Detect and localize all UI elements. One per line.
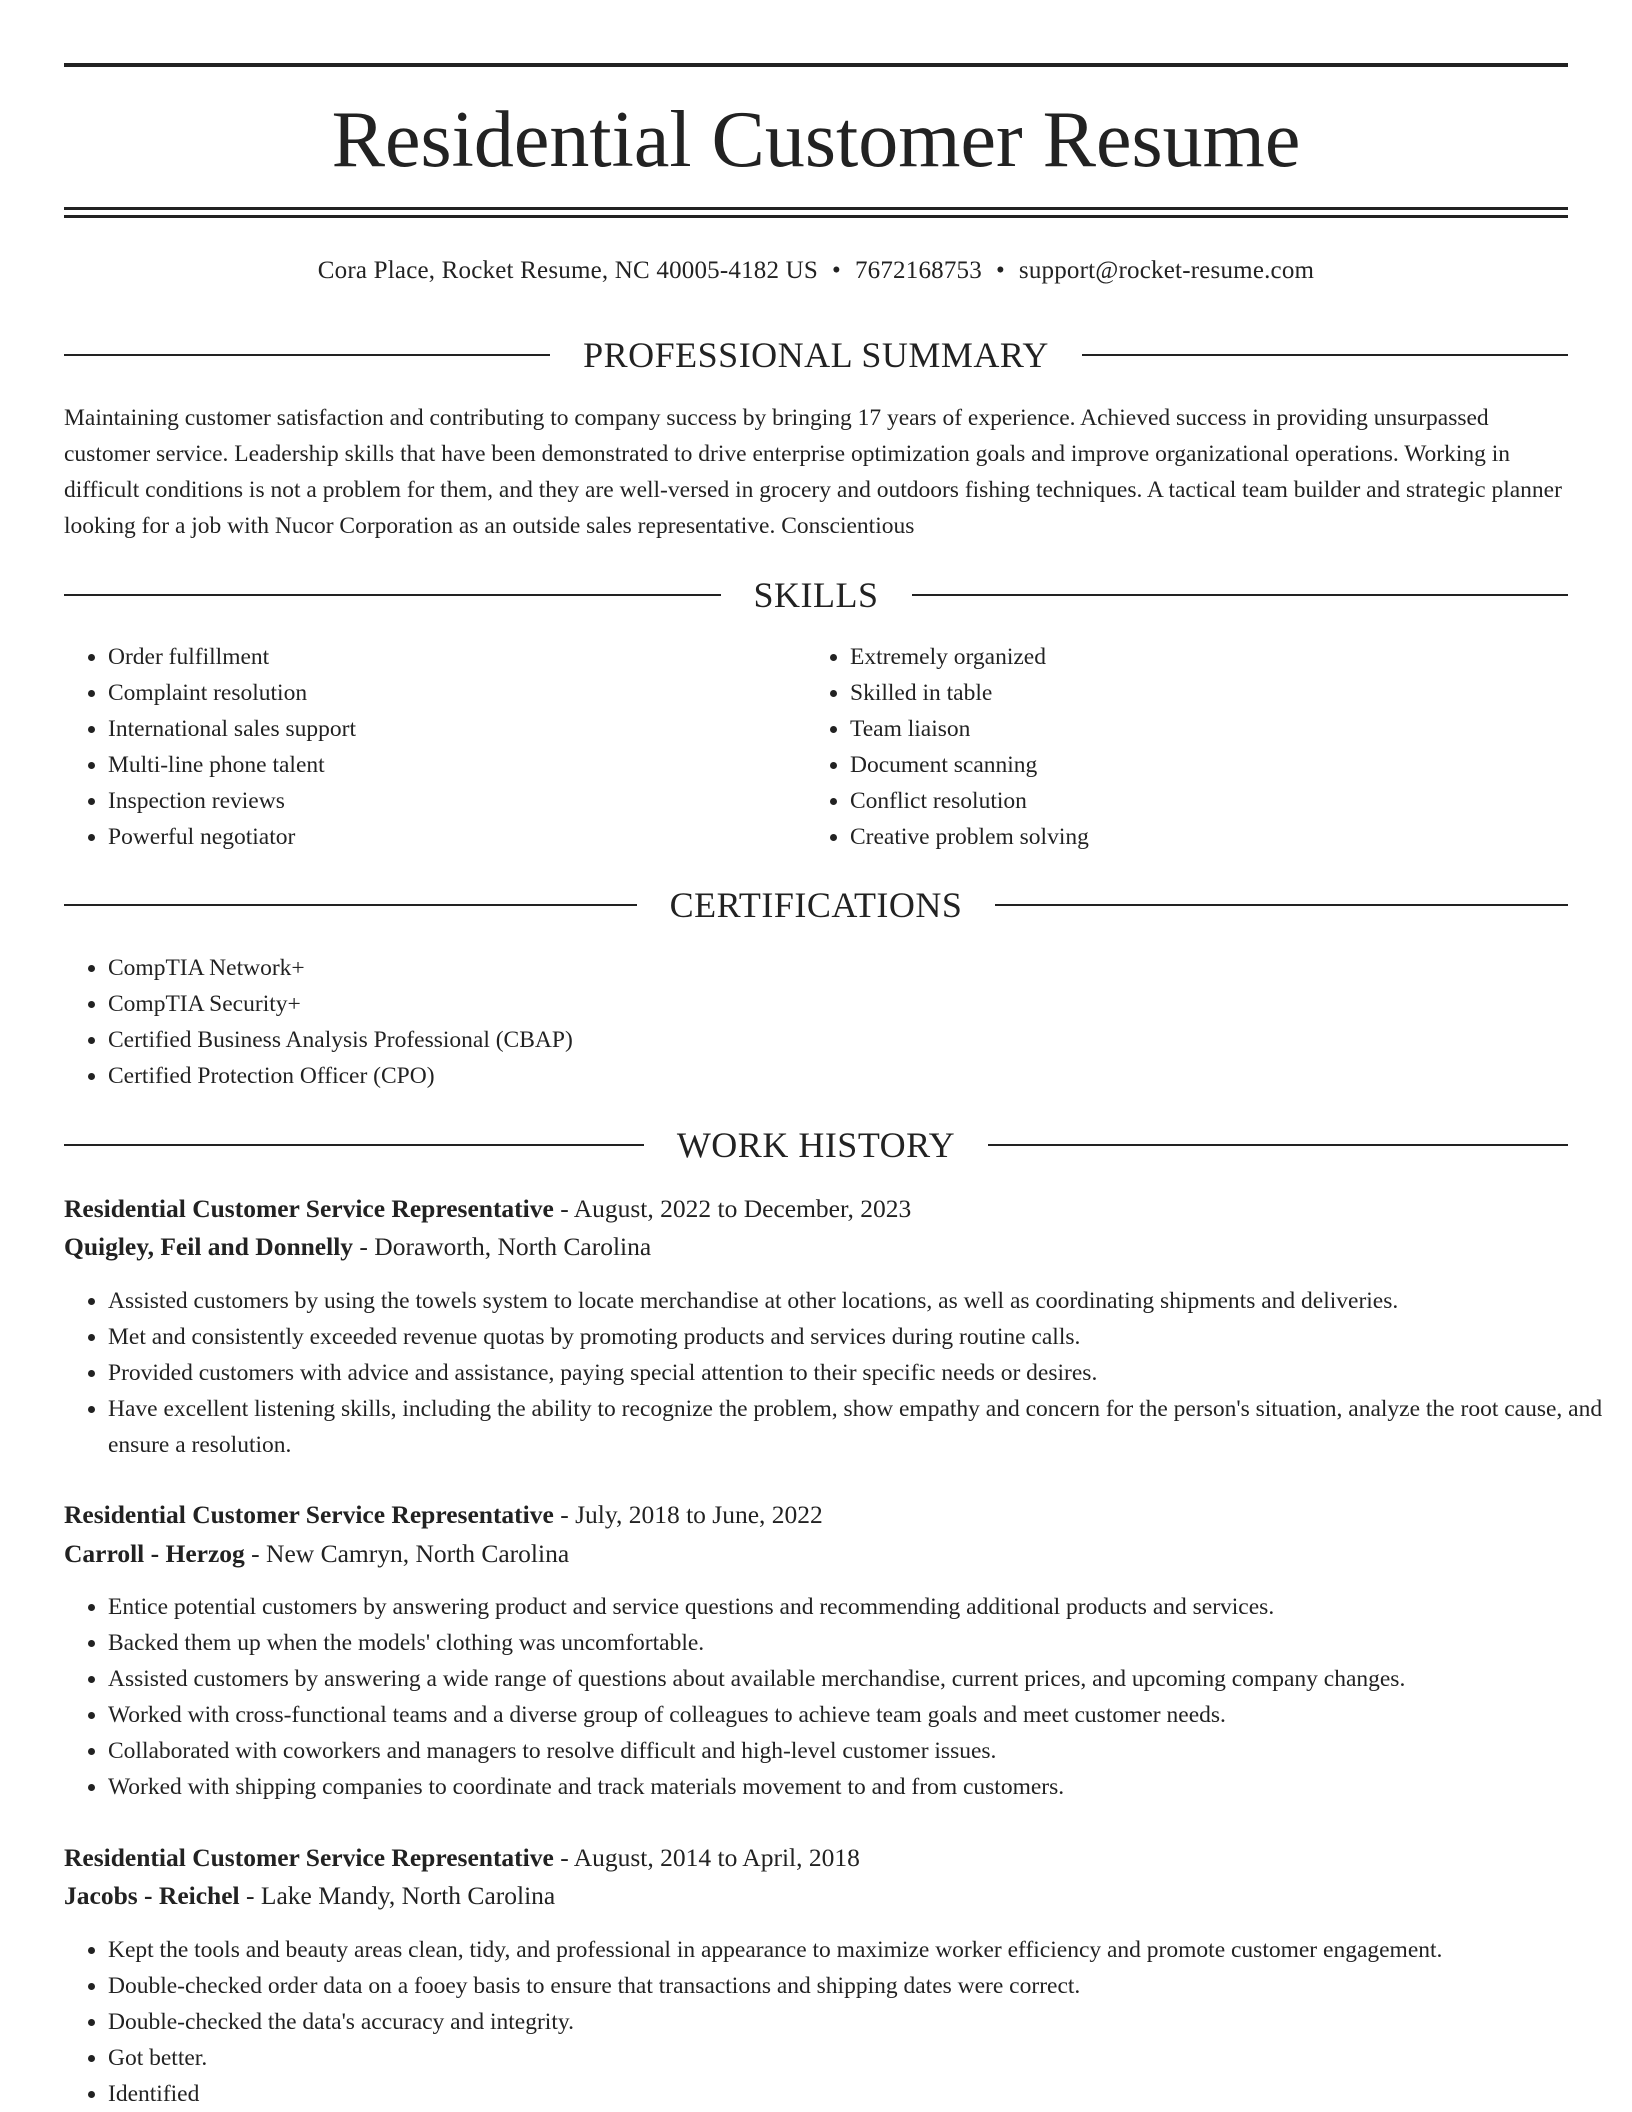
contact-separator: • <box>832 257 841 284</box>
job-dates: August, 2022 to December, 2023 <box>573 1194 912 1223</box>
list-item: • Provided customers with advice and assistance, paying special attention to their specific needs or desires. <box>108 1355 1604 1391</box>
list-item: • Kept the tools and beauty areas clean, tidy, and professional in appearance to maximize worker efficiency and promote customer engagement. <box>108 1932 1604 1968</box>
heading-rule <box>995 904 1568 906</box>
list-item: • International sales support <box>108 711 798 747</box>
heading-rule <box>64 594 721 596</box>
section-title: CERTIFICATIONS <box>669 885 963 925</box>
job-bullets <box>64 1283 1604 1463</box>
job-title-line <box>64 1839 1568 1877</box>
list-item: • Inspection reviews <box>108 783 798 819</box>
section-heading-skills <box>64 573 1568 617</box>
list-item: • CompTIA Security+ <box>108 986 1568 1022</box>
job-separator: - <box>244 1539 267 1568</box>
job-bullets <box>64 1589 1604 1805</box>
section-title: SKILLS <box>753 575 879 615</box>
section-heading-certifications <box>64 883 1568 927</box>
list-item: • Team liaison <box>850 711 1550 747</box>
section-title: PROFESSIONAL SUMMARY <box>583 335 1049 375</box>
job-separator: - <box>239 1881 261 1910</box>
heading-rule <box>64 354 550 356</box>
list-item: • Met and consistently exceeded revenue quotas by promoting products and services during routine calls. <box>108 1319 1604 1355</box>
skills-list-left <box>64 639 798 855</box>
list-item: • Assisted customers by answering a wide range of questions about available merchandise, current prices, and upcoming company changes. <box>108 1661 1604 1697</box>
summary-text: Maintaining customer satisfaction and contributing to company success by bringing 17 years of experience. Achieved success in providing unsurpassed customer service. Leadership skills that have been demonstrated to drive enterprise optimization goals and improve organizational operations. Working in difficult conditions is not a problem for them, and they are well-versed in grocery and outdoors fishing techniques. A tactical team builder and strategic planner looking for a job with Nucor Corporation as an outside sales representative. Conscientious <box>64 405 1562 539</box>
job-title-line <box>64 1496 1568 1534</box>
job-location: Lake Mandy, North Carolina <box>260 1881 556 1910</box>
list-item: • Multi-line phone talent <box>108 747 798 783</box>
job-company-line <box>64 1228 1568 1266</box>
skills-list-right <box>806 639 1550 855</box>
list-item: • Conflict resolution <box>850 783 1550 819</box>
section-title: WORK HISTORY <box>676 1125 956 1165</box>
job-title: Residential Customer Service Representative <box>64 1194 554 1223</box>
heading-rule <box>1082 354 1568 356</box>
contact-line <box>64 254 1568 288</box>
contact-phone: 7672168753 <box>854 257 982 284</box>
job-company-line <box>64 1877 1568 1915</box>
list-item: • CompTIA Network+ <box>108 950 1568 986</box>
job-dates: July, 2018 to June, 2022 <box>575 1500 823 1529</box>
list-item: • Collaborated with coworkers and managers to resolve difficult and high-level customer issues. <box>108 1733 1604 1769</box>
job-dates: August, 2014 to April, 2018 <box>573 1843 860 1872</box>
list-item: • Got better. <box>108 2040 1604 2076</box>
list-item: • Double-checked the data's accuracy and integrity. <box>108 2004 1604 2040</box>
heading-rule <box>988 1144 1568 1146</box>
page-title: Residential Customer Resume <box>331 96 1301 184</box>
job-separator: - <box>553 1500 576 1529</box>
job-title: Residential Customer Service Representative <box>64 1500 554 1529</box>
job-company: Carroll - Herzog <box>64 1539 245 1568</box>
top-rule <box>64 63 1568 67</box>
list-item: • Skilled in table <box>850 675 1550 711</box>
list-item: • Certified Business Analysis Professional (CBAP) <box>108 1022 1568 1058</box>
section-heading-summary <box>64 333 1568 377</box>
section-heading-work-history <box>64 1123 1568 1167</box>
heading-rule <box>912 594 1569 596</box>
heading-rule <box>64 1144 644 1146</box>
job-location: Doraworth, North Carolina <box>374 1232 652 1261</box>
job-location: New Camryn, North Carolina <box>266 1539 570 1568</box>
list-item: • Assisted customers by using the towels system to locate merchandise at other locations, as well as coordinating shipments and deliveries. <box>108 1283 1604 1319</box>
job-company: Quigley, Feil and Donnelly <box>64 1232 354 1261</box>
contact-email: support@rocket-resume.com <box>1018 257 1315 284</box>
list-item: • Complaint resolution <box>108 675 798 711</box>
list-item: • Identified <box>108 2076 1604 2112</box>
certifications-list <box>64 950 1568 1094</box>
contact-separator: • <box>995 257 1005 284</box>
job-bullets <box>64 1932 1604 2112</box>
job-title-line <box>64 1190 1568 1228</box>
job-company-line <box>64 1535 1568 1573</box>
job-separator: - <box>553 1843 574 1872</box>
list-item: • Double-checked order data on a fooey basis to ensure that transactions and shipping dates were correct. <box>108 1968 1604 2004</box>
heading-rule <box>64 904 637 906</box>
title-rule-lower <box>64 215 1568 218</box>
job-company: Jacobs - Reichel <box>64 1881 240 1910</box>
job-separator: - <box>553 1194 574 1223</box>
list-item: • Creative problem solving <box>850 819 1550 855</box>
list-item: • Document scanning <box>850 747 1550 783</box>
list-item: • Entice potential customers by answering product and service questions and recommending additional products and services. <box>108 1589 1604 1625</box>
list-item: • Order fulfillment <box>108 639 798 675</box>
list-item: • Have excellent listening skills, including the ability to recognize the problem, show empathy and concern for the person's situation, analyze the root cause, and ensure a resolution. <box>108 1391 1604 1463</box>
list-item: • Powerful negotiator <box>108 819 798 855</box>
list-item: • Extremely organized <box>850 639 1550 675</box>
list-item: • Backed them up when the models' clothing was uncomfortable. <box>108 1625 1604 1661</box>
list-item: • Worked with shipping companies to coordinate and track materials movement to and from customers. <box>108 1769 1604 1805</box>
job-separator: - <box>353 1232 375 1261</box>
title-rule-upper <box>64 207 1568 210</box>
job-title: Residential Customer Service Representative <box>64 1843 554 1872</box>
list-item: • Certified Protection Officer (CPO) <box>108 1058 1568 1094</box>
list-item: • Worked with cross-functional teams and a diverse group of colleagues to achieve team goals and meet customer needs. <box>108 1697 1604 1733</box>
contact-address: Cora Place, Rocket Resume, NC 40005-4182 US <box>317 257 818 284</box>
